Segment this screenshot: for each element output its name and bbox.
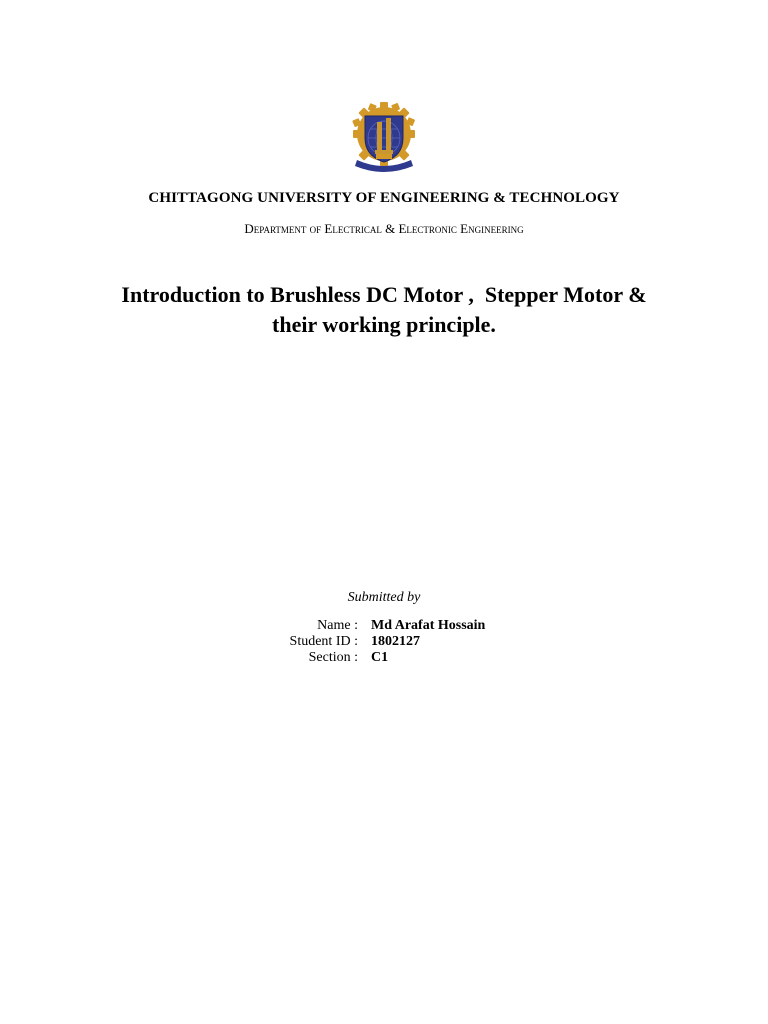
name-value: Md Arafat Hossain: [371, 618, 486, 633]
info-row-student-id: [200, 634, 600, 650]
info-row-section: [200, 650, 600, 666]
document-title: [84, 280, 684, 340]
submitter-info: [200, 618, 600, 666]
section-label: Section :: [308, 650, 358, 665]
department-name: Department of Electrical & Electronic Engineering: [244, 221, 524, 236]
submitted-by-heading: Submitted by: [347, 590, 421, 605]
title-line-2: their working principle.: [272, 312, 496, 337]
name-label: Name :: [317, 618, 358, 633]
student-id-value: 1802127: [371, 634, 420, 649]
university-gear-crest-icon: [351, 100, 417, 174]
student-id-label: Student ID :: [289, 634, 358, 649]
title-line-1: Introduction to Brushless DC Motor , Stepper Motor &: [121, 282, 647, 307]
university-logo: [351, 100, 417, 174]
section-value: C1: [371, 650, 389, 665]
info-row-name: [200, 618, 600, 634]
university-name: CHITTAGONG UNIVERSITY OF ENGINEERING & TECHNOLOGY: [148, 190, 620, 206]
